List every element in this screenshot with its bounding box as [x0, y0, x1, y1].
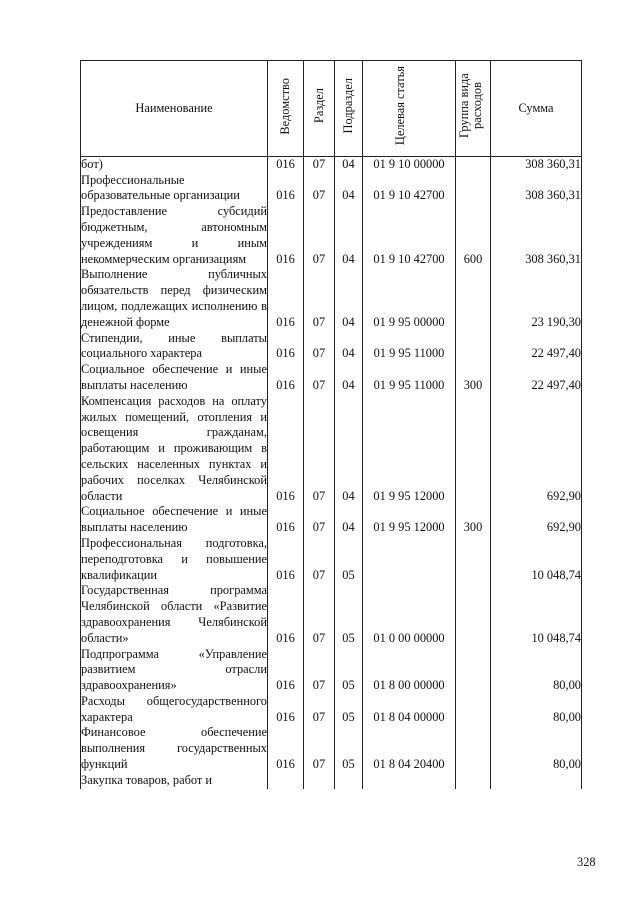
table-row [81, 504, 582, 536]
row-name: бот) [81, 156, 268, 172]
table-row [81, 204, 582, 267]
table-row [81, 156, 582, 172]
row-group [456, 725, 491, 772]
row-razdel: 07 [304, 725, 335, 772]
row-podrazdel: 05 [335, 694, 363, 726]
row-sum: 22 497,40 [491, 362, 582, 394]
table-row [81, 647, 582, 694]
header-name: Наименование [81, 61, 268, 157]
row-target [363, 536, 456, 583]
row-podrazdel: 04 [335, 204, 363, 267]
row-name: Социальное обеспечение и иные выплаты населению [81, 362, 267, 392]
row-group [456, 583, 491, 646]
row-razdel: 07 [304, 156, 335, 172]
page-number: 328 [577, 855, 596, 869]
row-name: Предоставление субсидий бюджетным, автономным учреждениям и иным некоммерческим организациям [81, 204, 267, 266]
row-vedomstvo: 016 [268, 156, 304, 172]
row-vedomstvo: 016 [268, 647, 304, 694]
row-name: Государственная программа Челябинской области «Развитие здравоохранения Челябинской области» [81, 583, 267, 645]
row-sum: 80,00 [491, 647, 582, 694]
row-name: Социальное обеспечение и иные выплаты населению [81, 504, 267, 535]
row-target: 01 9 95 12000 [363, 504, 456, 536]
row-target: 01 8 04 00000 [363, 694, 456, 726]
header-vedomstvo: Ведомство [268, 61, 304, 157]
row-target: 01 9 10 42700 [363, 173, 456, 205]
row-sum: 308 360,31 [491, 173, 582, 205]
row-podrazdel: 04 [335, 504, 363, 536]
row-target: 01 8 00 00000 [363, 647, 456, 694]
budget-table [80, 60, 582, 789]
table-row [81, 694, 582, 726]
row-group [456, 536, 491, 583]
row-target: 01 9 95 11000 [363, 331, 456, 363]
row-sum: 80,00 [491, 694, 582, 726]
table-row [81, 725, 582, 772]
row-razdel: 07 [304, 694, 335, 726]
row-vedomstvo: 016 [268, 173, 304, 205]
row-podrazdel: 05 [335, 725, 363, 772]
row-group [456, 394, 491, 505]
table-row [81, 394, 582, 505]
row-sum: 692,90 [491, 504, 582, 536]
row-sum: 10 048,74 [491, 536, 582, 583]
row-podrazdel: 05 [335, 647, 363, 694]
table-row [81, 362, 582, 394]
row-vedomstvo: 016 [268, 583, 304, 646]
table-row [81, 583, 582, 646]
row-group: 300 [456, 362, 491, 394]
header-podrazdel: Подраздел [335, 61, 363, 157]
row-razdel: 07 [304, 173, 335, 205]
header-razdel: Раздел [304, 61, 335, 157]
row-vedomstvo [268, 773, 304, 789]
row-sum [491, 773, 582, 789]
row-name: Стипендии, иные выплаты социального характера [81, 330, 267, 361]
table-row [81, 536, 582, 583]
row-podrazdel: 05 [335, 583, 363, 646]
row-vedomstvo: 016 [268, 394, 304, 505]
row-name: Финансовое обеспечение выполнения государственных функций [81, 725, 267, 772]
row-razdel: 07 [304, 204, 335, 267]
row-group [456, 647, 491, 694]
row-razdel: 07 [304, 536, 335, 583]
row-podrazdel: 04 [335, 173, 363, 205]
table-row [81, 267, 582, 330]
row-group [456, 773, 491, 789]
row-razdel: 07 [304, 394, 335, 505]
row-target: 01 8 04 20400 [363, 725, 456, 772]
row-target: 01 0 00 00000 [363, 583, 456, 646]
row-name: Компенсация расходов на оплату жилых помещений, отопления и освещения гражданам, работающим и проживающим в сельских населенных пунктах и рабочих поселках Челябинской области [81, 393, 267, 503]
row-target: 01 9 95 11000 [363, 362, 456, 394]
row-sum: 692,90 [491, 394, 582, 505]
row-razdel: 07 [304, 362, 335, 394]
row-target: 01 9 95 00000 [363, 267, 456, 330]
row-razdel: 07 [304, 267, 335, 330]
table-row [81, 773, 582, 789]
row-vedomstvo: 016 [268, 504, 304, 536]
row-vedomstvo: 016 [268, 694, 304, 726]
row-vedomstvo: 016 [268, 267, 304, 330]
row-sum: 23 190,30 [491, 267, 582, 330]
header-target: Целевая статья [363, 61, 456, 157]
row-group: 600 [456, 204, 491, 267]
row-group [456, 331, 491, 363]
row-razdel: 07 [304, 504, 335, 536]
row-group [456, 694, 491, 726]
row-podrazdel: 04 [335, 394, 363, 505]
row-podrazdel: 04 [335, 156, 363, 172]
row-group [456, 156, 491, 172]
row-target [363, 773, 456, 789]
row-name: Подпрограмма «Управление развитием отрасли здравоохранения» [81, 646, 267, 693]
row-vedomstvo: 016 [268, 725, 304, 772]
row-sum: 308 360,31 [491, 204, 582, 267]
table-row [81, 331, 582, 363]
row-sum: 22 497,40 [491, 331, 582, 363]
row-podrazdel: 05 [335, 536, 363, 583]
row-group [456, 173, 491, 205]
table-row [81, 173, 582, 205]
row-podrazdel: 04 [335, 362, 363, 394]
row-razdel [304, 773, 335, 789]
row-name: Профессиональные образовательные организации [81, 173, 268, 205]
row-podrazdel [335, 773, 363, 789]
row-vedomstvo: 016 [268, 204, 304, 267]
table-header-row [81, 61, 582, 157]
row-target: 01 9 10 42700 [363, 204, 456, 267]
row-vedomstvo: 016 [268, 536, 304, 583]
row-target: 01 9 95 12000 [363, 394, 456, 505]
row-target: 01 9 10 00000 [363, 156, 456, 172]
row-group: 300 [456, 504, 491, 536]
row-name: Расходы общегосударственного характера [81, 693, 267, 724]
header-group: Группа вида расходов [456, 61, 491, 157]
row-razdel: 07 [304, 583, 335, 646]
row-group [456, 267, 491, 330]
header-sum: Сумма [491, 61, 582, 157]
row-sum: 80,00 [491, 725, 582, 772]
row-vedomstvo: 016 [268, 362, 304, 394]
row-razdel: 07 [304, 331, 335, 363]
row-name: Профессиональная подготовка, переподготовка и повышение квалификации [81, 535, 267, 582]
row-name: Закупка товаров, работ и [81, 773, 268, 789]
row-razdel: 07 [304, 647, 335, 694]
row-sum: 308 360,31 [491, 156, 582, 172]
row-name: Выполнение публичных обязательств перед физическим лицом, подлежащих исполнению в денежной форме [81, 267, 267, 329]
row-vedomstvo: 016 [268, 331, 304, 363]
row-podrazdel: 04 [335, 267, 363, 330]
row-podrazdel: 04 [335, 331, 363, 363]
row-sum: 10 048,74 [491, 583, 582, 646]
